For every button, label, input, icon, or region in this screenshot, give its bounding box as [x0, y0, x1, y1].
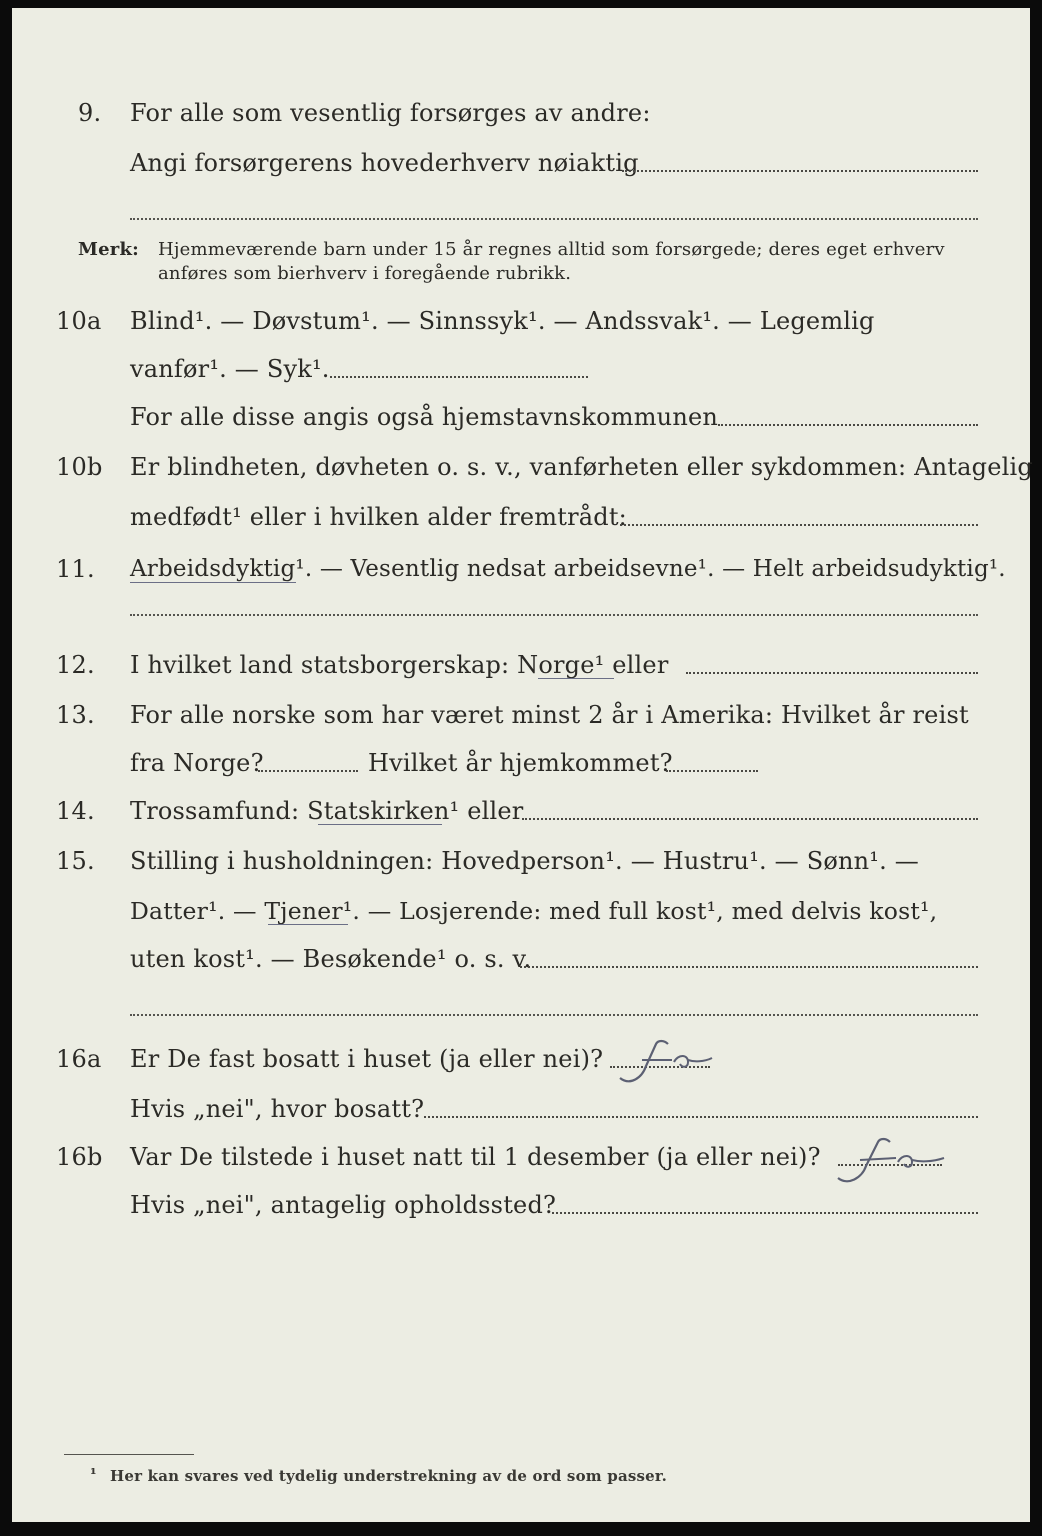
merk-line2: anføres som bierhverv i foregående rubrikk. — [158, 263, 572, 284]
form-page — [12, 8, 1033, 1522]
q10a-number: 10a — [56, 307, 102, 335]
q14-line1: Trossamfund: Statskirken¹ eller — [130, 797, 524, 825]
q9-answer-field-2[interactable] — [130, 218, 978, 220]
q12-line1: I hvilket land statsborgerskap: Norge¹ eller — [130, 651, 669, 679]
q16b-opholdssted-field[interactable] — [552, 1212, 978, 1214]
q15-answer-field-2[interactable] — [130, 1014, 978, 1016]
q14-underline-statskirken — [318, 824, 442, 825]
q15-line1: Stilling i husholdningen: Hovedperson¹. — Hustru¹. — Sønn¹. — — [130, 847, 919, 875]
q15-answer-field[interactable] — [520, 966, 978, 968]
q15-underline-tjener — [268, 924, 348, 925]
footnote-text: Her kan svares ved tydelig understrekning av de ord som passer. — [110, 1467, 668, 1485]
q9-answer-field[interactable] — [622, 170, 978, 172]
q11-answer-field[interactable] — [130, 614, 978, 616]
q14-answer-field[interactable] — [522, 818, 978, 820]
q11-underline-arbeidsdyktig — [130, 582, 296, 583]
q15-number: 15. — [56, 847, 95, 875]
q9-number: 9. — [78, 99, 102, 127]
q13-line2a: fra Norge? — [130, 749, 264, 777]
q11-line1: Arbeidsdyktig¹. — Vesentlig nedsat arbeidsevne¹. — Helt arbeidsudyktig¹. — [130, 556, 1006, 582]
q16b-line1: Var De tilstede i huset natt til 1 desember (ja eller nei)? — [130, 1143, 821, 1171]
q10b-line2: medfødt¹ eller i hvilken alder fremtrådt: — [130, 503, 627, 531]
q9-line1: For alle som vesentlig forsørges av andre: — [130, 99, 651, 127]
q16a-handwritten-ja — [612, 1038, 722, 1088]
q16b-handwritten-ja — [832, 1136, 952, 1188]
q15-line3: uten kost¹. — Besøkende¹ o. s. v. — [130, 945, 532, 973]
q10b-line1: Er blindheten, døvheten o. s. v., vanførheten eller sykdommen: Antagelig — [130, 453, 1033, 481]
q13-number: 13. — [56, 701, 95, 729]
q16b-number: 16b — [56, 1143, 103, 1171]
q16a-bosatt-field[interactable] — [424, 1116, 978, 1118]
q10a-line3: For alle disse angis også hjemstavnskommunen — [130, 403, 719, 431]
q10a-line2: vanfør¹. — Syk¹. — [130, 355, 330, 383]
q13-line2b: Hvilket år hjemkommet? — [368, 749, 673, 777]
q16a-line1: Er De fast bosatt i huset (ja eller nei)? — [130, 1045, 604, 1073]
merk-label: Merk: — [78, 239, 139, 260]
q14-number: 14. — [56, 797, 95, 825]
q10b-answer-field[interactable] — [620, 524, 978, 526]
merk-line1: Hjemmeværende barn under 15 år regnes alltid som forsørgede; deres eget erhverv — [158, 239, 945, 260]
q10a-kommune-field[interactable] — [718, 424, 978, 426]
q10a-line1: Blind¹. — Døvstum¹. — Sinnssyk¹. — Andssvak¹. — Legemlig — [130, 307, 875, 335]
footnote-rule — [64, 1454, 194, 1455]
q16a-number: 16a — [56, 1045, 102, 1073]
q10a-answer-field[interactable] — [330, 376, 588, 378]
q12-underline-norge — [538, 678, 614, 679]
q13-hjemkommet-field[interactable] — [666, 770, 758, 772]
q15-line2: Datter¹. — Tjener¹. — Losjerende: med full kost¹, med delvis kost¹, — [130, 897, 938, 925]
q10b-number: 10b — [56, 453, 103, 481]
q11-number: 11. — [56, 555, 95, 583]
q16a-line2: Hvis „nei", hvor bosatt? — [130, 1095, 425, 1123]
q13-line1: For alle norske som har været minst 2 år i Amerika: Hvilket år reist — [130, 701, 969, 729]
q9-line2: Angi forsørgerens hovederhverv nøiaktig — [130, 149, 639, 177]
q16b-line2: Hvis „nei", antagelig opholdssted? — [130, 1191, 557, 1219]
q12-answer-field[interactable] — [686, 672, 978, 674]
footnote-mark: ¹ — [90, 1465, 97, 1483]
q12-number: 12. — [56, 651, 95, 679]
q13-reist-field[interactable] — [258, 770, 358, 772]
